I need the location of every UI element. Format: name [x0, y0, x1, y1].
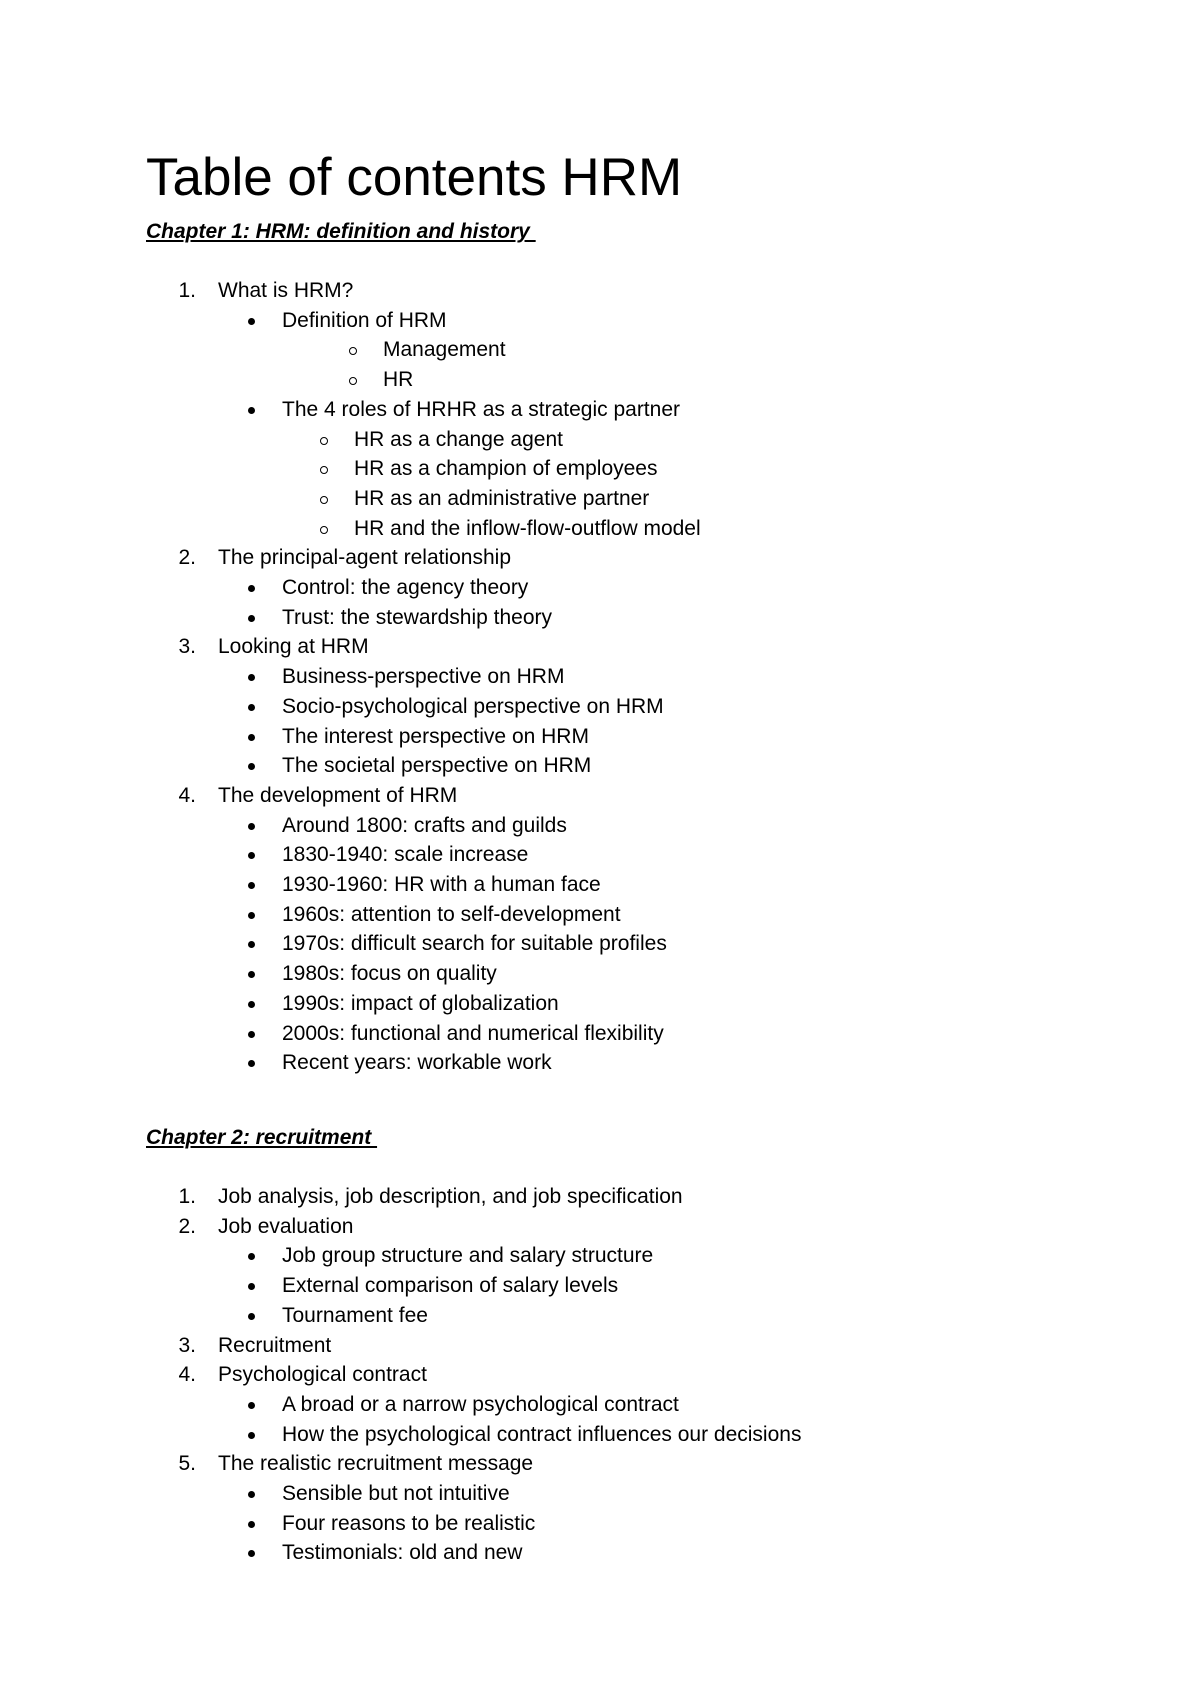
- list-item-label: Tournament fee: [282, 1303, 428, 1327]
- list-number: 3.: [178, 635, 196, 659]
- list-item: [0, 663, 1100, 691]
- bullet-icon: [248, 823, 255, 830]
- bullet-icon: [248, 1283, 255, 1290]
- list-item: [0, 1302, 1100, 1330]
- list-item: [0, 1183, 1100, 1211]
- list-item: [0, 1539, 1100, 1567]
- list-item-label: HR and the inflow-flow-outflow model: [354, 516, 701, 540]
- list-item-label: HR as a change agent: [354, 427, 563, 451]
- bullet-icon: [248, 1402, 255, 1409]
- list-item-label: What is HRM?: [218, 279, 354, 302]
- list-item-label: Around 1800: crafts and guilds: [282, 813, 567, 837]
- list-item-label: Control: the agency theory: [282, 576, 529, 599]
- list-item: [0, 871, 1100, 899]
- list-item: [0, 455, 1100, 483]
- list-item-label: 1980s: focus on quality: [282, 962, 497, 986]
- list-item-label: How the psychological contract influences our decisions: [282, 1422, 802, 1446]
- bullet-icon: [248, 1060, 255, 1067]
- bullet-icon: [248, 318, 255, 325]
- list-item: [0, 1510, 1100, 1538]
- list-item-label: Psychological contract: [218, 1363, 427, 1387]
- list-item: [0, 782, 1100, 810]
- bullet-icon: [248, 971, 255, 978]
- hollow-bullet-icon: [320, 496, 328, 504]
- list-item: [0, 307, 1100, 335]
- list-item: [0, 1020, 1100, 1048]
- list-number: 4.: [178, 1363, 196, 1387]
- list-item-label: Sensible but not intuitive: [282, 1482, 510, 1505]
- bullet-icon: [248, 1521, 255, 1528]
- list-item: [0, 1361, 1100, 1389]
- list-item-label: The interest perspective on HRM: [282, 724, 589, 748]
- list-item-label: Looking at HRM: [218, 635, 369, 659]
- page-title: Table of contents HRM: [146, 148, 683, 207]
- list-number: 1.: [178, 279, 196, 302]
- list-item-label: 1830-1940: scale increase: [282, 843, 529, 867]
- list-item-label: Four reasons to be realistic: [282, 1511, 536, 1535]
- list-item-label: Job evaluation: [218, 1214, 354, 1238]
- list-number: 5.: [178, 1452, 196, 1476]
- list-item: [0, 1049, 1100, 1077]
- list-item-label: HR as a champion of employees: [354, 457, 658, 481]
- list-item-label: External comparison of salary levels: [282, 1274, 619, 1298]
- list-item-label: Recruitment: [218, 1333, 332, 1357]
- list-number: 2.: [178, 1214, 196, 1238]
- list-item-label: The 4 roles of HRHR as a strategic partner: [282, 397, 680, 421]
- list-item: [0, 812, 1100, 840]
- list-item: [0, 1421, 1100, 1449]
- list-item: [0, 485, 1100, 513]
- list-item: [0, 960, 1100, 988]
- bullet-icon: [248, 704, 255, 711]
- list-item-label: Job group structure and salary structure: [282, 1244, 654, 1268]
- list-item: [0, 752, 1100, 780]
- list-item-label: 2000s: functional and numerical flexibility: [282, 1021, 664, 1045]
- list-number: 3.: [178, 1333, 196, 1357]
- list-item-label: The principal-agent relationship: [218, 546, 512, 570]
- list-item: [0, 574, 1100, 602]
- list-item-label: Job analysis, job description, and job specification: [218, 1185, 683, 1208]
- hollow-bullet-icon: [349, 347, 357, 355]
- list-item-label: 1960s: attention to self-development: [282, 902, 621, 926]
- list-item: [0, 1450, 1100, 1478]
- hollow-bullet-icon: [320, 466, 328, 474]
- list-item: [0, 1332, 1100, 1360]
- list-item: [0, 544, 1100, 572]
- bullet-icon: [248, 674, 255, 681]
- bullet-icon: [248, 1001, 255, 1008]
- bullet-icon: [248, 1432, 255, 1439]
- bullet-icon: [248, 852, 255, 859]
- list-item: [0, 366, 1100, 394]
- bullet-icon: [248, 941, 255, 948]
- list-number: 1.: [178, 1185, 196, 1208]
- bullet-icon: [248, 1550, 255, 1557]
- list-item: [0, 277, 1100, 305]
- list-item-label: Socio-psychological perspective on HRM: [282, 694, 664, 718]
- list-item-label: The realistic recruitment message: [218, 1452, 534, 1476]
- list-item: [0, 693, 1100, 721]
- list-item-label: The development of HRM: [218, 783, 458, 807]
- list-item: [0, 1480, 1100, 1508]
- list-item: [0, 930, 1100, 958]
- list-item: [0, 396, 1100, 424]
- bullet-icon: [248, 763, 255, 770]
- chapter-heading: Chapter 1: HRM: definition and history: [146, 220, 536, 243]
- bullet-icon: [248, 912, 255, 919]
- list-number: 4.: [178, 783, 196, 807]
- list-item: [0, 1391, 1100, 1419]
- list-item: [0, 723, 1100, 751]
- bullet-icon: [248, 1031, 255, 1038]
- list-item: [0, 1213, 1100, 1241]
- list-number: 2.: [178, 546, 196, 570]
- list-item-label: Recent years: workable work: [282, 1051, 552, 1075]
- list-item: [0, 633, 1100, 661]
- hollow-bullet-icon: [320, 526, 328, 534]
- list-item: [0, 901, 1100, 929]
- list-item-label: Testimonials: old and new: [282, 1541, 523, 1565]
- hollow-bullet-icon: [349, 377, 357, 385]
- bullet-icon: [248, 882, 255, 889]
- list-item: [0, 990, 1100, 1018]
- list-item: [0, 1272, 1100, 1300]
- bullet-icon: [248, 1491, 255, 1498]
- bullet-icon: [248, 1253, 255, 1260]
- bullet-icon: [248, 407, 255, 414]
- list-item: [0, 1242, 1100, 1270]
- list-item-label: A broad or a narrow psychological contract: [282, 1392, 679, 1416]
- hollow-bullet-icon: [320, 437, 328, 445]
- list-item-label: Management: [383, 338, 506, 362]
- bullet-icon: [248, 585, 255, 592]
- bullet-icon: [248, 734, 255, 741]
- list-item: [0, 426, 1100, 454]
- list-item: [0, 515, 1100, 543]
- list-item-label: HR: [383, 368, 414, 392]
- bullet-icon: [248, 1313, 255, 1320]
- list-item-label: 1930-1960: HR with a human face: [282, 873, 601, 896]
- list-item-label: Trust: the stewardship theory: [282, 605, 553, 629]
- list-item-label: 1970s: difficult search for suitable profiles: [282, 932, 667, 956]
- list-item-label: HR as an administrative partner: [354, 486, 650, 510]
- list-item: [0, 841, 1100, 869]
- list-item-label: The societal perspective on HRM: [282, 754, 592, 778]
- list-item-label: Definition of HRM: [282, 308, 447, 332]
- list-item-label: Business-perspective on HRM: [282, 665, 565, 689]
- chapter-heading: Chapter 2: recruitment: [146, 1126, 378, 1149]
- list-item-label: 1990s: impact of globalization: [282, 991, 559, 1015]
- bullet-icon: [248, 615, 255, 622]
- list-item: [0, 336, 1100, 364]
- list-item: [0, 604, 1100, 632]
